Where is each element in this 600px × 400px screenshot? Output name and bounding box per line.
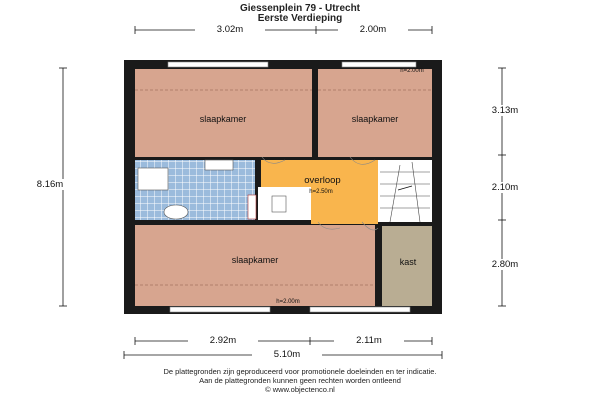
room-label-landing: overloop bbox=[304, 175, 341, 186]
dim-left-total: 8.16m bbox=[30, 179, 70, 190]
room-label-bedroom-bottom: slaapkamer bbox=[231, 255, 279, 265]
footer-copyright: © www.objectenco.nl bbox=[265, 385, 335, 394]
dim-top-right: 2.00m bbox=[338, 24, 408, 35]
dim-bottom-left: 2.92m bbox=[188, 335, 258, 346]
height-label-bottom: h=2.00m bbox=[276, 299, 300, 305]
height-label-landing: h=2.50m bbox=[309, 189, 333, 195]
address-title: Giessenplein 79 - Utrecht bbox=[239, 3, 361, 14]
height-label-top-right: h=2.00m bbox=[400, 68, 424, 74]
bath-fixture-area bbox=[258, 187, 265, 220]
dim-bottom-total: 5.10m bbox=[252, 349, 322, 360]
dim-top-left: 3.02m bbox=[195, 24, 265, 35]
room-label-bedroom-top-left: slaapkamer bbox=[199, 114, 247, 124]
dim-right-mid: 2.10m bbox=[480, 182, 530, 193]
bedroom-bottom-area bbox=[135, 225, 375, 306]
floor-title: Eerste Verdieping bbox=[257, 13, 343, 24]
dim-right-top: 3.13m bbox=[480, 105, 530, 116]
room-label-bedroom-top-right: slaapkamer bbox=[351, 114, 399, 124]
dim-right-bottom: 2.80m bbox=[480, 259, 530, 270]
room-label-storage: kast bbox=[399, 257, 417, 267]
bedroom-top-right-area bbox=[318, 69, 432, 157]
footer-disclaimer: De plattegronden zijn geproduceerd voor promotionele doeleinden en ter indicatie. bbox=[163, 367, 437, 376]
dim-bottom-right: 2.11m bbox=[334, 335, 404, 346]
bedroom-top-left-area bbox=[135, 69, 312, 157]
stairwell-area bbox=[378, 160, 432, 222]
footer-rights: Aan de plattegronden kunnen geen rechten worden ontleend bbox=[199, 376, 401, 385]
